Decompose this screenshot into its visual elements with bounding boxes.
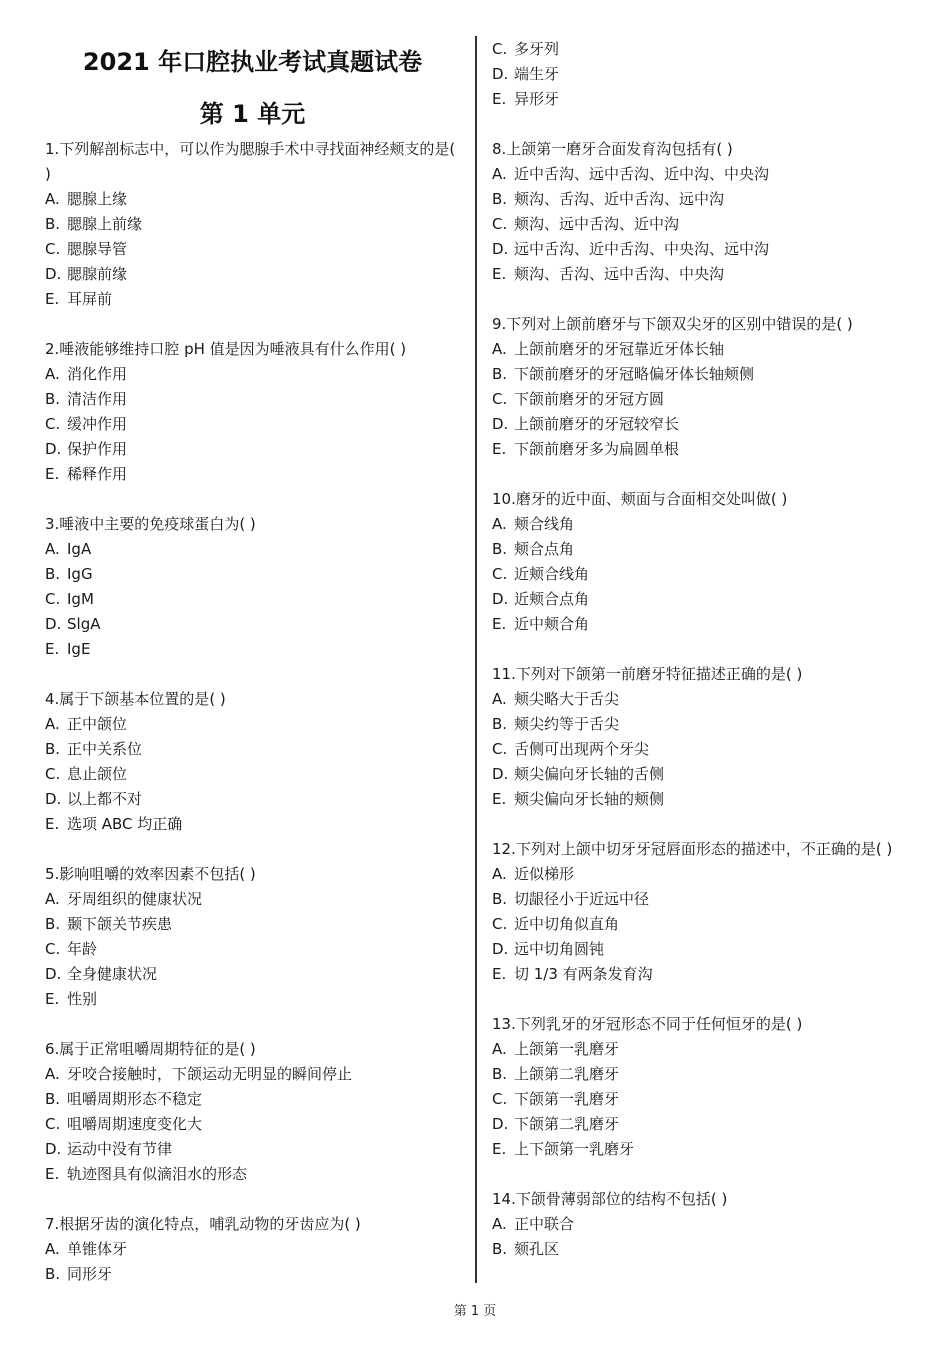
option-letter: C. [492, 740, 508, 758]
option-letter: C. [492, 40, 508, 58]
option-text: 颊尖偏向牙长轴的颊侧 [514, 790, 665, 808]
answer-option [45, 1262, 465, 1287]
question-stem: 6.属于正常咀嚼周期特征的是( ) [45, 1040, 256, 1058]
option-text: 上颌第一乳磨牙 [514, 1040, 620, 1058]
option-letter: E. [492, 440, 507, 458]
answer-option [492, 1237, 912, 1262]
option-letter: E. [45, 640, 60, 658]
option-text: 正中颌位 [67, 715, 128, 733]
option-letter: B. [492, 890, 508, 908]
option-letter: B. [45, 390, 61, 408]
question-spacer [492, 812, 912, 837]
answer-option [45, 1112, 465, 1137]
answer-option [45, 1062, 465, 1087]
option-letter: B. [45, 1090, 61, 1108]
option-text: 颊沟、远中舌沟、近中沟 [514, 215, 680, 233]
option-text: 下颌前磨牙多为扁圆单根 [514, 440, 680, 458]
answer-option [492, 762, 912, 787]
option-letter: A. [45, 540, 60, 558]
option-letter: C. [492, 215, 508, 233]
option-letter: C. [45, 1115, 61, 1133]
question-spacer [492, 1162, 912, 1187]
answer-option [45, 637, 465, 662]
option-letter: C. [45, 415, 61, 433]
answer-option [45, 737, 465, 762]
option-text: 颏孔区 [514, 1240, 560, 1258]
option-text: IgA [67, 540, 92, 558]
option-text: 腮腺上缘 [67, 190, 128, 208]
option-letter: E. [492, 1140, 507, 1158]
option-letter: E. [492, 615, 507, 633]
option-letter: E. [492, 90, 507, 108]
option-text: 腮腺导管 [67, 240, 128, 258]
option-letter: A. [492, 690, 507, 708]
question-stem: 2.唾液能够维持口腔 pH 值是因为唾液具有什么作用( ) [45, 340, 407, 358]
question-stem: 3.唾液中主要的免疫球蛋白为( ) [45, 515, 256, 533]
question-spacer [45, 487, 465, 512]
option-letter: A. [45, 1065, 60, 1083]
page-number: 第 1 页 [453, 1304, 497, 1319]
answer-option [45, 787, 465, 812]
option-text: 清洁作用 [67, 390, 128, 408]
option-text: 上下颌第一乳磨牙 [514, 1140, 635, 1158]
option-text: 近颊合点角 [514, 590, 590, 608]
option-letter: E. [492, 965, 507, 983]
answer-option [45, 812, 465, 837]
option-letter: E. [45, 465, 60, 483]
option-letter: C. [492, 1090, 508, 1108]
answer-option [45, 362, 465, 387]
question-spacer [492, 462, 912, 487]
right-column [492, 37, 912, 1262]
answer-option [492, 162, 912, 187]
answer-option [45, 937, 465, 962]
option-text: 远中舌沟、近中舌沟、中央沟、远中沟 [514, 240, 770, 258]
option-text: 单锥体牙 [67, 1240, 128, 1258]
question-stem: 7.根据牙齿的演化特点，哺乳动物的牙齿应为( ) [45, 1215, 361, 1233]
answer-option [492, 1087, 912, 1112]
option-text: 腮腺上前缘 [67, 215, 143, 233]
option-text: 息止颌位 [67, 765, 128, 783]
answer-option [492, 612, 912, 637]
option-text: 切 1/3 有两条发育沟 [514, 965, 653, 983]
answer-option [45, 912, 465, 937]
answer-option [492, 362, 912, 387]
option-text: 颊尖略大于舌尖 [514, 690, 620, 708]
option-letter: B. [45, 215, 61, 233]
option-text: 上颌前磨牙的牙冠靠近牙体长轴 [514, 340, 725, 358]
option-text: 正中联合 [514, 1215, 575, 1233]
option-text: 牙周组织的健康状况 [67, 890, 203, 908]
option-text: 下颌前磨牙的牙冠方圆 [514, 390, 665, 408]
answer-option [492, 712, 912, 737]
answer-option [45, 187, 465, 212]
option-letter: B. [45, 565, 61, 583]
option-letter: B. [492, 1240, 508, 1258]
option-text: 年龄 [67, 940, 98, 958]
option-letter: A. [492, 165, 507, 183]
option-text: IgM [67, 590, 94, 608]
option-text: 端生牙 [514, 65, 560, 83]
answer-option [492, 687, 912, 712]
option-letter: B. [492, 540, 508, 558]
option-letter: C. [45, 590, 61, 608]
answer-option [45, 1137, 465, 1162]
answer-option [492, 262, 912, 287]
option-letter: E. [492, 790, 507, 808]
answer-option [45, 987, 465, 1012]
answer-option [492, 912, 912, 937]
question-spacer [45, 1187, 465, 1212]
question-stem: 14.下颌骨薄弱部位的结构不包括( ) [492, 1190, 728, 1208]
option-text: 稀释作用 [67, 465, 128, 483]
option-letter: A. [45, 715, 60, 733]
left-column [45, 137, 465, 1287]
option-text: 下颌第一乳磨牙 [514, 1090, 620, 1108]
answer-option [492, 237, 912, 262]
option-text: 运动中没有节律 [67, 1140, 173, 1158]
option-letter: D. [45, 265, 62, 283]
option-letter: B. [45, 1265, 61, 1283]
option-letter: A. [492, 515, 507, 533]
answer-option [45, 587, 465, 612]
option-text: 舌侧可出现两个牙尖 [514, 740, 650, 758]
answer-option [492, 1212, 912, 1237]
option-letter: D. [45, 965, 62, 983]
question-stem: 1.下列解剖标志中，可以作为腮腺手术中寻找面神经颊支的是( ) [45, 140, 456, 183]
option-text: SlgA [67, 615, 101, 633]
question-stem: 9.下列对上颌前磨牙与下颌双尖牙的区别中错误的是( ) [492, 315, 853, 333]
answer-option [492, 1062, 912, 1087]
answer-option [492, 512, 912, 537]
option-text: 颊合点角 [514, 540, 575, 558]
option-text: 切龈径小于近远中径 [514, 890, 650, 908]
option-text: 远中切角圆钝 [514, 940, 605, 958]
option-text: IgE [67, 640, 91, 658]
answer-option [492, 887, 912, 912]
question-stem: 11.下列对下颌第一前磨牙特征描述正确的是( ) [492, 665, 803, 683]
answer-option [492, 1037, 912, 1062]
answer-option [492, 87, 912, 112]
option-letter: E. [45, 1165, 60, 1183]
option-letter: C. [45, 765, 61, 783]
answer-option [45, 437, 465, 462]
answer-option [45, 462, 465, 487]
option-text: 颊尖偏向牙长轴的舌侧 [514, 765, 665, 783]
option-text: 轨迹图具有似滴泪水的形态 [67, 1165, 248, 1183]
option-letter: A. [45, 365, 60, 383]
answer-option [45, 562, 465, 587]
answer-option [45, 962, 465, 987]
option-text: 下颌第二乳磨牙 [514, 1115, 620, 1133]
answer-option [492, 562, 912, 587]
answer-option [45, 212, 465, 237]
option-letter: B. [45, 740, 61, 758]
option-text: 近颊合线角 [514, 565, 590, 583]
option-text: 牙咬合接触时，下颌运动无明显的瞬间停止 [67, 1065, 353, 1083]
question-spacer [492, 987, 912, 1012]
answer-option [45, 887, 465, 912]
option-letter: A. [492, 1215, 507, 1233]
answer-option [492, 1112, 912, 1137]
option-letter: A. [492, 865, 507, 883]
option-text: 消化作用 [67, 365, 128, 383]
answer-option [492, 862, 912, 887]
answer-option [492, 962, 912, 987]
option-letter: B. [492, 715, 508, 733]
option-letter: D. [45, 615, 62, 633]
option-text: 近中切角似直角 [514, 915, 620, 933]
option-letter: B. [45, 915, 61, 933]
option-letter: D. [492, 590, 509, 608]
option-letter: D. [492, 65, 509, 83]
answer-option [492, 37, 912, 62]
option-letter: D. [492, 415, 509, 433]
answer-option [45, 712, 465, 737]
option-text: 同形牙 [67, 1265, 113, 1283]
column-divider [475, 36, 477, 1283]
answer-option [492, 412, 912, 437]
option-letter: D. [492, 1115, 509, 1133]
unit-heading: 第 1 单元 [199, 100, 306, 128]
option-letter: D. [45, 790, 62, 808]
option-letter: E. [45, 815, 60, 833]
option-letter: E. [45, 290, 60, 308]
option-letter: E. [45, 990, 60, 1008]
option-text: 多牙列 [514, 40, 560, 58]
answer-option [45, 1162, 465, 1187]
option-text: 下颌前磨牙的牙冠略偏牙体长轴颊侧 [514, 365, 755, 383]
option-text: 颊沟、舌沟、近中舌沟、远中沟 [514, 190, 725, 208]
option-letter: D. [492, 240, 509, 258]
answer-option [492, 1137, 912, 1162]
question-stem: 12.下列对上颌中切牙牙冠唇面形态的描述中，不正确的是( ) [492, 840, 893, 858]
option-letter: A. [492, 340, 507, 358]
option-text: 颞下颌关节疾患 [67, 915, 173, 933]
option-letter: B. [492, 365, 508, 383]
option-text: 全身健康状况 [67, 965, 158, 983]
option-letter: D. [492, 765, 509, 783]
answer-option [492, 212, 912, 237]
option-text: 保护作用 [67, 440, 128, 458]
answer-option [492, 537, 912, 562]
answer-option [492, 937, 912, 962]
option-letter: B. [492, 1065, 508, 1083]
document-title: 2021 年口腔执业考试真题试卷 [82, 48, 423, 76]
answer-option [492, 62, 912, 87]
answer-option [492, 737, 912, 762]
option-text: 上颌第二乳磨牙 [514, 1065, 620, 1083]
answer-option [45, 387, 465, 412]
option-letter: D. [492, 940, 509, 958]
option-text: 腮腺前缘 [67, 265, 128, 283]
option-letter: B. [492, 190, 508, 208]
answer-option [492, 587, 912, 612]
option-text: 近中舌沟、远中舌沟、近中沟、中央沟 [514, 165, 770, 183]
question-stem: 4.属于下颌基本位置的是( ) [45, 690, 226, 708]
option-letter: E. [492, 265, 507, 283]
option-text: 咀嚼周期速度变化大 [67, 1115, 203, 1133]
option-text: 近似梯形 [514, 865, 575, 883]
answer-option [492, 187, 912, 212]
answer-option [492, 437, 912, 462]
option-letter: C. [492, 915, 508, 933]
option-text: IgG [67, 565, 93, 583]
question-spacer [492, 112, 912, 137]
question-spacer [45, 662, 465, 687]
question-stem: 8.上颌第一磨牙合面发育沟包括有( ) [492, 140, 733, 158]
option-text: 近中颊合角 [514, 615, 590, 633]
option-letter: A. [492, 1040, 507, 1058]
option-letter: C. [492, 565, 508, 583]
question-stem: 10.磨牙的近中面、颊面与合面相交处叫做( ) [492, 490, 788, 508]
answer-option [45, 262, 465, 287]
option-text: 异形牙 [514, 90, 560, 108]
answer-option [492, 787, 912, 812]
answer-option [492, 387, 912, 412]
option-text: 正中关系位 [67, 740, 143, 758]
answer-option [45, 612, 465, 637]
question-spacer [45, 312, 465, 337]
answer-option [45, 287, 465, 312]
option-text: 颊合线角 [514, 515, 575, 533]
question-stem: 5.影响咀嚼的效率因素不包括( ) [45, 865, 256, 883]
option-text: 咀嚼周期形态不稳定 [67, 1090, 203, 1108]
question-spacer [45, 1012, 465, 1037]
answer-option [45, 237, 465, 262]
answer-option [45, 762, 465, 787]
answer-option [45, 1087, 465, 1112]
option-text: 颊沟、舌沟、远中舌沟、中央沟 [514, 265, 725, 283]
option-text: 以上都不对 [67, 790, 143, 808]
option-letter: A. [45, 890, 60, 908]
answer-option [45, 412, 465, 437]
option-letter: A. [45, 1240, 60, 1258]
option-text: 性别 [67, 990, 98, 1008]
option-letter: A. [45, 190, 60, 208]
option-letter: D. [45, 440, 62, 458]
option-text: 耳屏前 [67, 290, 113, 308]
question-spacer [45, 837, 465, 862]
option-text: 上颌前磨牙的牙冠较窄长 [514, 415, 680, 433]
option-text: 缓冲作用 [67, 415, 128, 433]
question-spacer [492, 637, 912, 662]
option-letter: C. [492, 390, 508, 408]
option-text: 颊尖约等于舌尖 [514, 715, 620, 733]
answer-option [45, 1237, 465, 1262]
option-letter: D. [45, 1140, 62, 1158]
option-letter: C. [45, 940, 61, 958]
answer-option [492, 337, 912, 362]
option-letter: C. [45, 240, 61, 258]
answer-option [45, 537, 465, 562]
question-stem: 13.下列乳牙的牙冠形态不同于任何恒牙的是( ) [492, 1015, 803, 1033]
option-text: 选项 ABC 均正确 [67, 815, 183, 833]
question-spacer [492, 287, 912, 312]
